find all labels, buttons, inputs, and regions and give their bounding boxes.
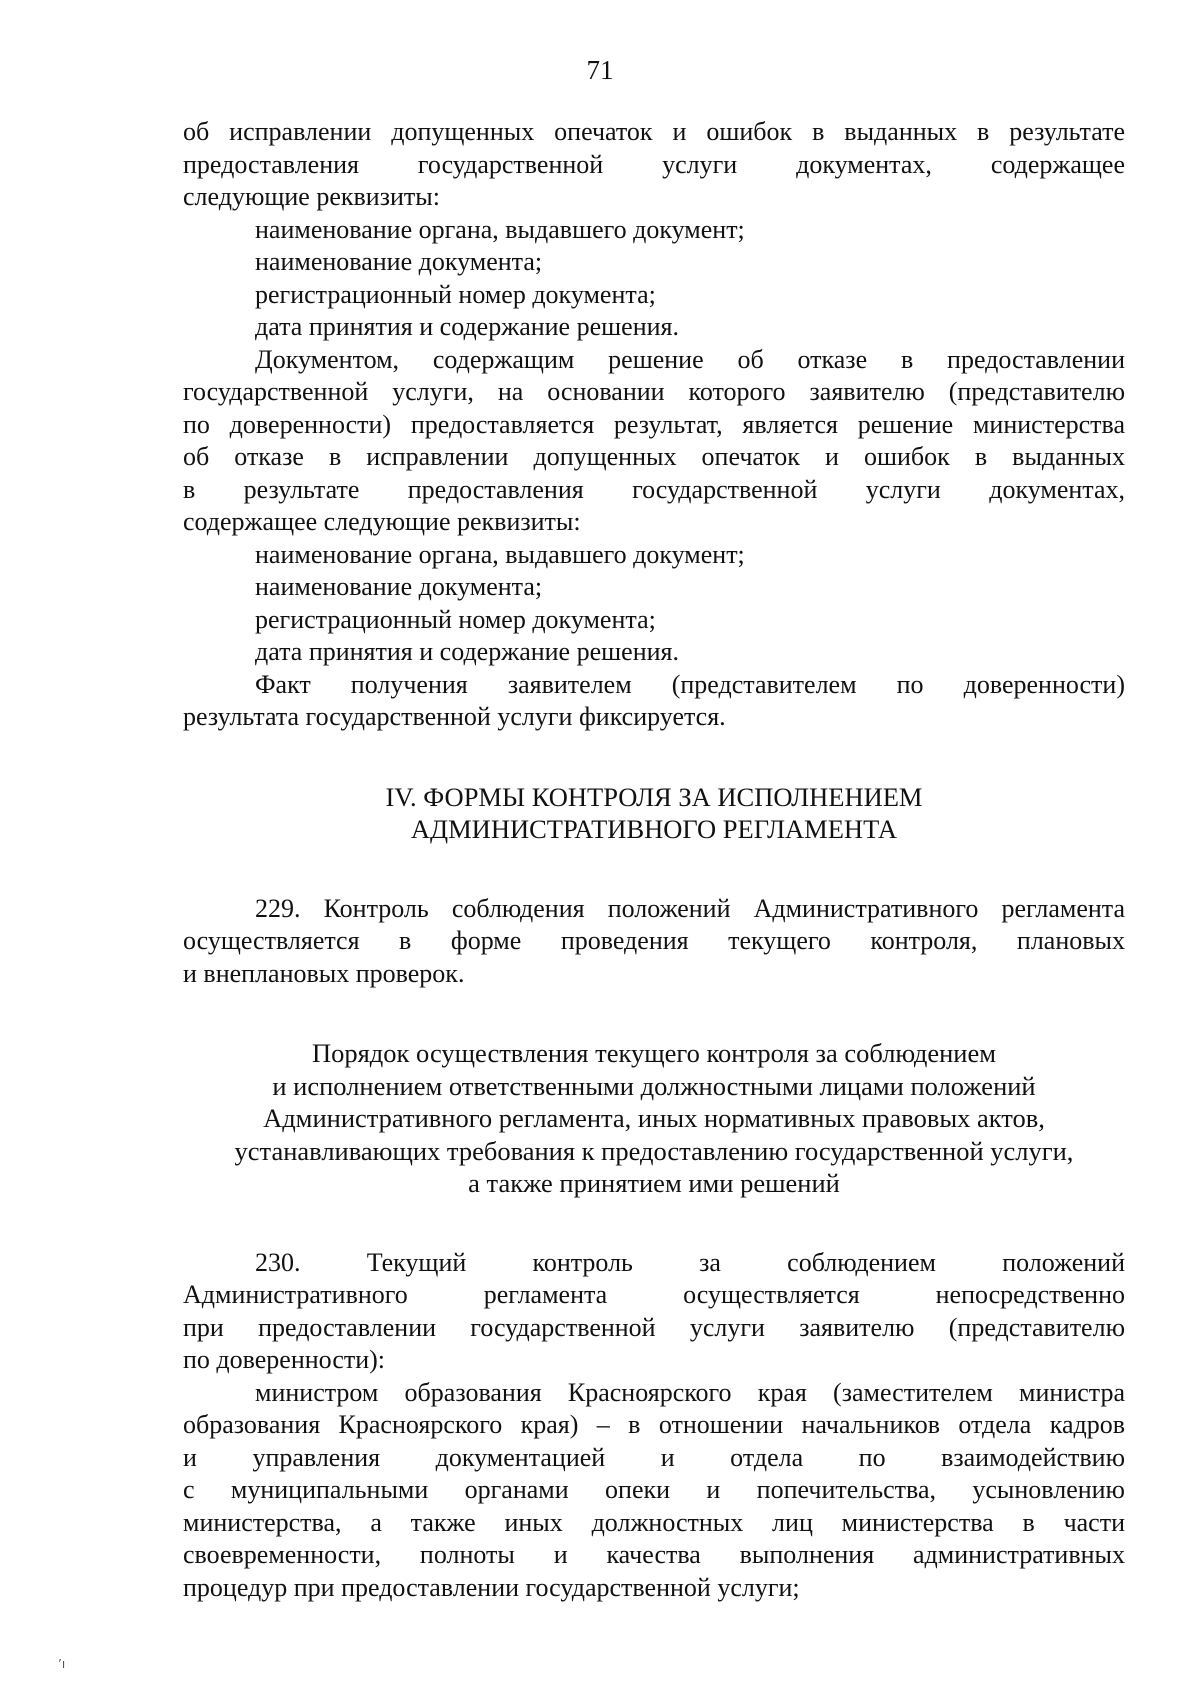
text-line: при предоставлении государственной услуги заявителю (представителю [183, 1312, 1125, 1342]
text-line: предоставления государственной услуги документах, содержащее [183, 149, 1125, 179]
paragraph-gap [183, 1200, 1125, 1247]
text-line: Факт получения заявителем (представителем по доверенности) [255, 669, 1125, 699]
text-line: регистрационный номер документа; [255, 279, 656, 309]
text-line: образования Красноярского края) – в отношении начальников отдела кадров [183, 1410, 1125, 1439]
paragraph-gap [183, 846, 1125, 893]
text-line: Административного регламента осуществляется непосредственно [183, 1280, 1125, 1309]
text-line: и управления документацией и отдела по взаимодействию [183, 1442, 1125, 1472]
heading-line: устанавливающих требования к предоставлению государственной услуги, [234, 1135, 1074, 1166]
text-line: об исправлении допущенных опечаток и ошибок в выданных в результате [183, 117, 1125, 146]
text-block [183, 1247, 1125, 1605]
text-line: следующие реквизиты: [183, 182, 440, 211]
text-line: дата принятия и содержание решения. [255, 637, 679, 666]
text-line: процедур при предоставлении государственной услуги; [183, 1572, 800, 1602]
heading-line: АДМИНИСТРАТИВНОГО РЕГЛАМЕНТА [410, 814, 898, 844]
text-line: Документом, содержащим решение об отказе в предоставлении [255, 344, 1125, 374]
text-block [183, 116, 1125, 734]
text-line: содержащее следующие реквизиты: [183, 507, 581, 536]
text-line: осуществляется в форме проведения текущего контроля, плановых [183, 926, 1125, 955]
text-block [183, 893, 1125, 991]
text-line: с муниципальными органами опеки и попечительства, усыновлению [183, 1475, 1125, 1504]
text-line: государственной услуги, на основании которого заявителю (представителю [183, 377, 1125, 406]
document-body [183, 116, 1125, 1604]
text-line: по доверенности) предоставляется результат, является решение министерства [183, 409, 1125, 439]
text-line: наименование документа; [255, 572, 543, 601]
page-number: 71 [586, 55, 614, 85]
text-line: наименование документа; [255, 247, 543, 276]
text-line: регистрационный номер документа; [255, 604, 656, 634]
text-line: и внеплановых проверок. [183, 958, 465, 988]
text-line: дата принятия и содержание решения. [255, 312, 679, 341]
section-heading [183, 781, 1125, 846]
heading-line: Административного регламента, иных нормативных правовых актов, [263, 1103, 1045, 1133]
heading-line: IV. ФОРМЫ КОНТРОЛЯ ЗА ИСПОЛНЕНИЕМ [385, 781, 923, 812]
text-line: своевременности, полноты и качества выполнения административных [183, 1540, 1125, 1569]
heading-line: и исполнением ответственными должностными лицами положений [272, 1070, 1036, 1101]
section-heading [183, 1037, 1125, 1200]
heading-line: а также принятием ими решений [468, 1168, 840, 1198]
text-line: об отказе в исправлении допущенных опечаток и ошибок в выданных [183, 442, 1125, 471]
text-line: наименование органа, выдавшего документ; [255, 214, 745, 244]
text-line: министерства, а также иных должностных лиц министерства в части [183, 1507, 1125, 1537]
text-line: по доверенности): [183, 1345, 386, 1374]
text-line: 230. Текущий контроль за соблюдением положений [255, 1247, 1125, 1277]
paragraph-gap [183, 734, 1125, 781]
text-line: наименование органа, выдавшего документ; [255, 539, 745, 569]
heading-line: Порядок осуществления текущего контроля за соблюдением [311, 1038, 997, 1068]
text-line: в результате предоставления государственной услуги документах, [183, 474, 1125, 504]
text-line: 229. Контроль соблюдения положений Административного регламента [255, 893, 1125, 923]
text-line: министром образования Красноярского края (заместителем министра [255, 1377, 1125, 1407]
scan-artifact-mark: ’ı [58, 1657, 66, 1671]
paragraph-gap [183, 990, 1125, 1037]
text-line: результата государственной услуги фиксируется. [183, 702, 726, 731]
